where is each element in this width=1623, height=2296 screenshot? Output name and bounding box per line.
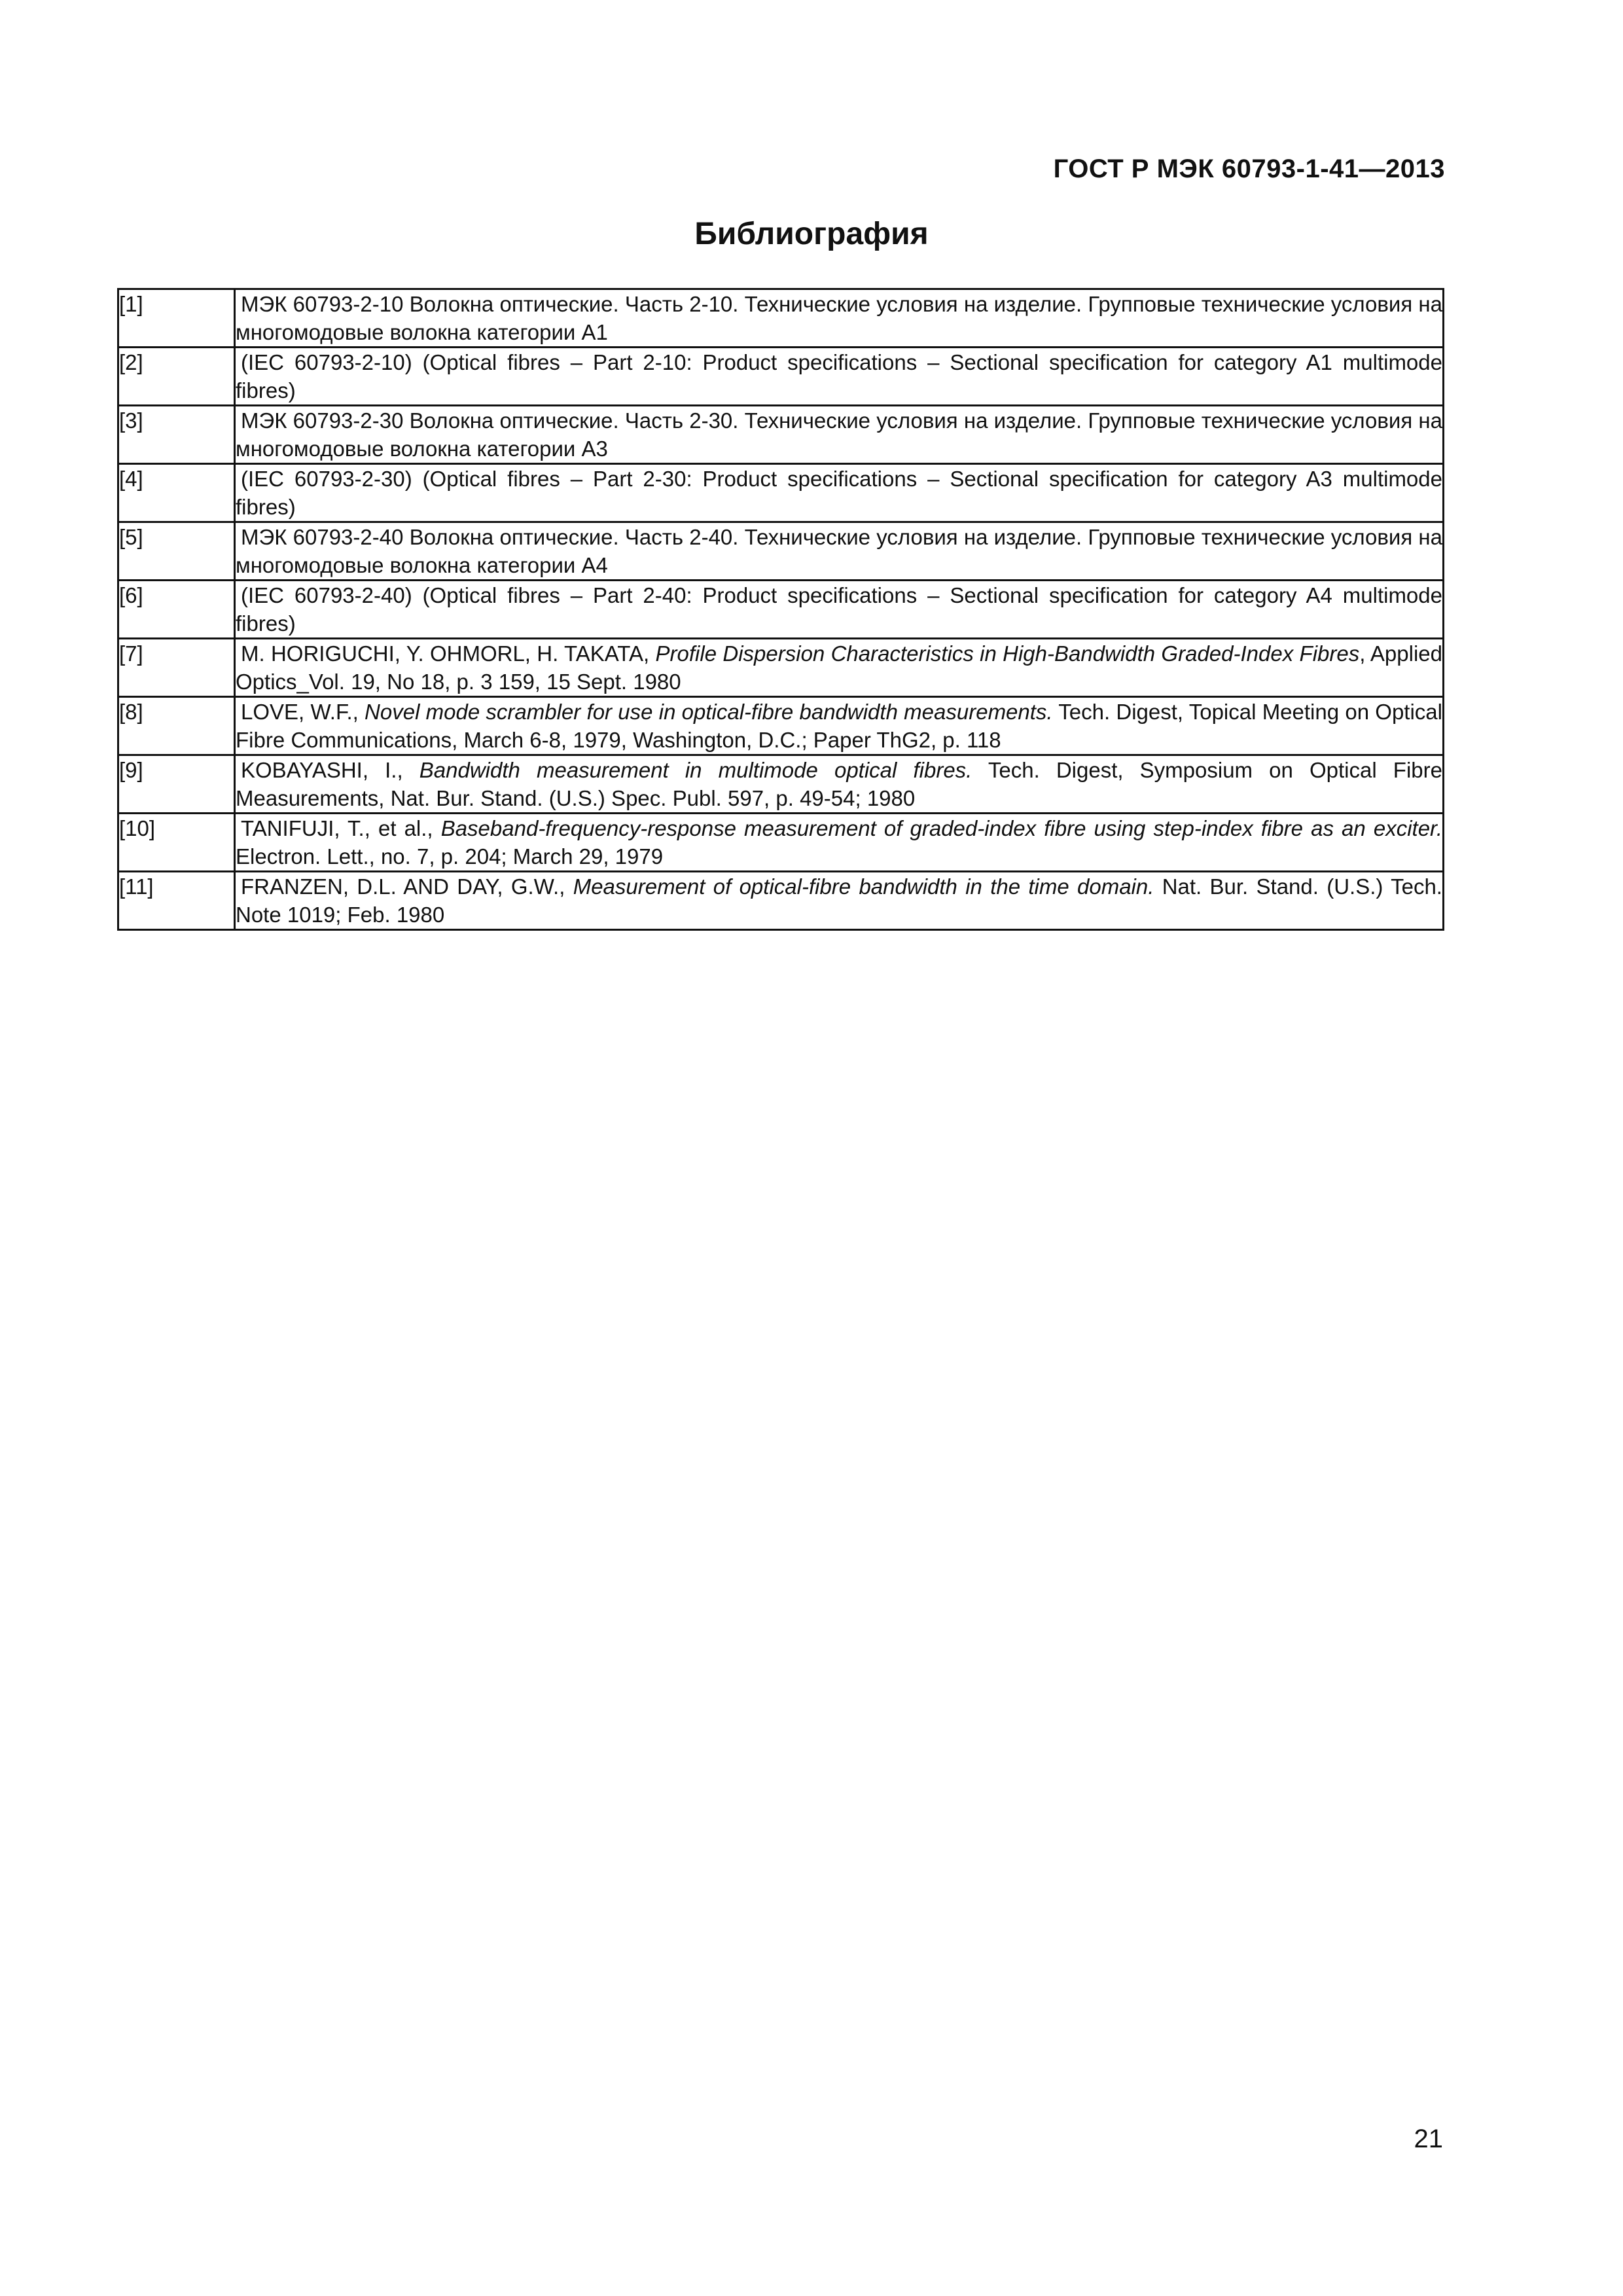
table-row — [118, 464, 1444, 522]
reference-number: [9] — [118, 755, 235, 814]
table-row — [118, 581, 1444, 639]
reference-text-part: МЭК 60793-2-30 Волокна оптические. Часть 2-30. Технические условия на изделие. Групповые технические условия на многомодовые волокна категории А3 — [236, 408, 1442, 461]
reference-text-part: (IEC 60793-2-10) (Optical fibres – Part 2-10: Product specifications – Sectional specification for category A1 multimode fibres) — [236, 350, 1442, 403]
reference-title-italic: Novel mode scrambler for use in optical-fibre bandwidth measurements. — [365, 700, 1053, 724]
reference-text-content — [236, 465, 1442, 521]
reference-text-part: МЭК 60793-2-40 Волокна оптические. Часть 2-40. Технические условия на изделие. Групповые технические условия на многомодовые волокна категории А4 — [236, 525, 1442, 577]
reference-text — [235, 872, 1444, 930]
reference-text-content — [236, 523, 1442, 579]
table-row — [118, 639, 1444, 697]
reference-text-content — [236, 639, 1442, 696]
page-number: 21 — [1414, 2125, 1443, 2153]
reference-text-part: KOBAYASHI, I., — [241, 758, 419, 782]
reference-text — [235, 697, 1444, 755]
reference-number: [11] — [118, 872, 235, 930]
reference-title-italic: Bandwidth measurement in multimode optical fibres. — [419, 758, 972, 782]
reference-title-italic: Measurement of optical-fibre bandwidth in the time domain. — [573, 874, 1154, 899]
reference-text — [235, 522, 1444, 581]
reference-text-part: МЭК 60793-2-10 Волокна оптические. Часть 2-10. Технические условия на изделие. Групповые технические условия на многомодовые волокна категории А1 — [236, 292, 1442, 344]
reference-text-content — [236, 406, 1442, 463]
reference-text-part: TANIFUJI, T., et al., — [241, 816, 441, 840]
reference-text-part: Tech. Digest, Topical Meeting on Optical Fibre Communications, March 6-8, 1979, Washington, D.C.; Paper ThG2, p. 118 — [236, 700, 1442, 752]
table-row — [118, 522, 1444, 581]
reference-number: [3] — [118, 406, 235, 464]
page-title: Библиография — [694, 217, 929, 251]
reference-text-part: FRANZEN, D.L. AND DAY, G.W., — [241, 874, 573, 899]
reference-text-part: Electron. Lett., no. 7, p. 204; March 29, 1979 — [236, 844, 664, 869]
reference-number: [4] — [118, 464, 235, 522]
reference-number: [10] — [118, 814, 235, 872]
reference-text — [235, 581, 1444, 639]
reference-text-part: (IEC 60793-2-40) (Optical fibres – Part 2-40: Product specifications – Sectional specification for category A4 multimode fibres) — [236, 583, 1442, 636]
reference-text — [235, 814, 1444, 872]
reference-text — [235, 289, 1444, 348]
reference-text — [235, 406, 1444, 464]
reference-text-content — [236, 698, 1442, 754]
reference-number: [7] — [118, 639, 235, 697]
table-row — [118, 814, 1444, 872]
reference-text — [235, 639, 1444, 697]
reference-text-content — [236, 290, 1442, 346]
reference-text-part: (IEC 60793-2-30) (Optical fibres – Part 2-30: Product specifications – Sectional specification for category A3 multimode fibres) — [236, 467, 1442, 519]
bibliography-table-body — [118, 289, 1444, 930]
reference-number: [8] — [118, 697, 235, 755]
table-row — [118, 872, 1444, 930]
table-row — [118, 755, 1444, 814]
reference-text-part: Tech. Digest, Symposium on Optical Fibre Measurements, Nat. Bur. Stand. (U.S.) Spec. Publ. 597, p. 49-54; 1980 — [236, 758, 1442, 810]
reference-text-part: Nat. Bur. Stand. (U.S.) Tech. Note 1019; Feb. 1980 — [236, 874, 1442, 927]
reference-text-part: M. HORIGUCHI, Y. OHMORL, H. TAKATA, — [241, 641, 656, 666]
table-row — [118, 406, 1444, 464]
reference-text-content — [236, 348, 1442, 404]
reference-text — [235, 755, 1444, 814]
document-code: ГОСТ Р МЭК 60793-1-41—2013 — [1053, 154, 1445, 183]
reference-number: [2] — [118, 348, 235, 406]
table-row — [118, 697, 1444, 755]
reference-text-content — [236, 872, 1442, 929]
bibliography-table — [117, 288, 1444, 931]
table-row — [118, 348, 1444, 406]
reference-number: [1] — [118, 289, 235, 348]
reference-text — [235, 348, 1444, 406]
reference-title-italic: Baseband-frequency-response measurement of graded-index fibre using step-index fibre as an exciter. — [440, 816, 1442, 840]
reference-number: [5] — [118, 522, 235, 581]
reference-text-part: , Applied Optics_Vol. 19, No 18, p. 3 159, 15 Sept. 1980 — [236, 641, 1442, 694]
reference-text-part: LOVE, W.F., — [241, 700, 365, 724]
reference-text-content — [236, 756, 1442, 812]
reference-text — [235, 464, 1444, 522]
reference-text-content — [236, 581, 1442, 637]
reference-text-content — [236, 814, 1442, 870]
reference-title-italic: Profile Dispersion Characteristics in High-Bandwidth Graded-Index Fibres — [655, 641, 1360, 666]
reference-number: [6] — [118, 581, 235, 639]
table-row — [118, 289, 1444, 348]
